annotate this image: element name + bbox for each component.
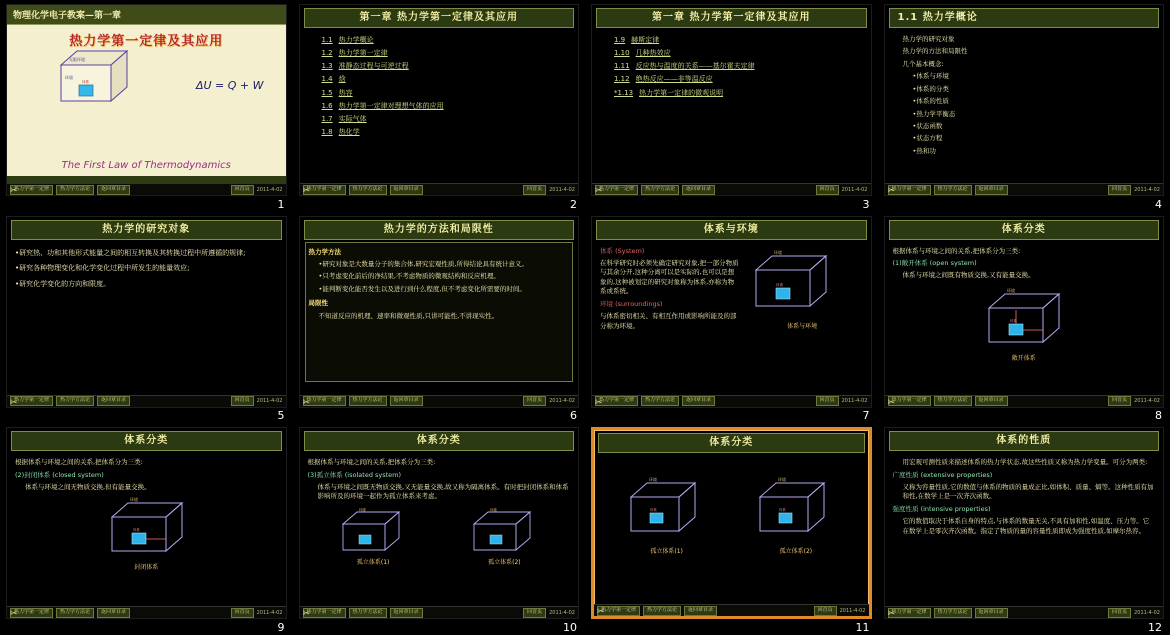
- toc-item-label: 实际气体: [338, 114, 367, 123]
- isolated-system-diagram-1: [333, 506, 413, 558]
- nav-button-method[interactable]: 热力学方法论: [56, 185, 94, 195]
- svg-text:环境: 环境: [359, 507, 366, 512]
- toc-item[interactable]: [322, 127, 571, 137]
- slide-body: [305, 453, 574, 591]
- slide-body: [890, 30, 1159, 168]
- figure-caption: 孤立体系(1): [356, 558, 390, 566]
- body-line: 体系与环境之间既有物质交换,又有能量交换。: [902, 271, 1035, 280]
- text-column: [600, 244, 742, 334]
- toc-item-label: 热容: [338, 88, 353, 97]
- body-line: 环境 (surroundings): [600, 299, 663, 308]
- body-line: 热力学的研究对象: [902, 35, 955, 43]
- figure-1: [619, 473, 715, 557]
- body-line: •体系与环境: [912, 72, 949, 81]
- slide-statusbar: [885, 395, 1164, 407]
- figure-column: [742, 244, 863, 334]
- svg-text:环境: 环境: [648, 477, 657, 483]
- tools-icon: ✂: [302, 186, 311, 196]
- body-line: 根据体系与环境之间的关系,把体系分为三类:: [15, 458, 143, 467]
- slide-title: 体系分类: [889, 220, 1160, 240]
- cover-header: 物理化学电子教案—第一章: [7, 5, 286, 25]
- slide-statusbar: [592, 395, 871, 407]
- tools-icon: ✂: [595, 397, 603, 408]
- slide-date: 2011-4-02: [1134, 398, 1160, 405]
- figure-wrapper: [893, 284, 1156, 364]
- nav-button-home[interactable]: 回首页: [231, 185, 254, 195]
- body-line: •热和功: [912, 146, 936, 155]
- toc-item[interactable]: [614, 88, 863, 98]
- body-line: •热力学平衡态: [912, 109, 956, 118]
- toc-item-label: 焓: [338, 75, 346, 84]
- body-line: 根据体系与环境之间的关系,把体系分为三类:: [307, 458, 436, 467]
- slide-statusbar: [300, 606, 579, 618]
- nav-button-law1[interactable]: 热力学第一定律: [303, 185, 346, 195]
- nav-button-home[interactable]: 回首页: [523, 185, 546, 195]
- toc-item-number: 1.4: [321, 75, 333, 84]
- nav-button-method[interactable]: 热力学方法论: [934, 608, 972, 618]
- slide-thumbnail-10[interactable]: [299, 427, 580, 619]
- nav-button-law1[interactable]: 热力学第一定律: [303, 608, 346, 618]
- toc-item-label: 赫斯定律: [631, 36, 660, 44]
- open-system-diagram: [969, 284, 1079, 354]
- slide-statusbar: [7, 183, 286, 195]
- figure-caption: 敞开体系: [1011, 354, 1036, 362]
- slide-cell-2[interactable]: [293, 0, 586, 212]
- nav-button-law1[interactable]: 热力学第一定律: [597, 606, 640, 616]
- toc-item[interactable]: [322, 61, 571, 71]
- toc-item[interactable]: [614, 74, 863, 84]
- body-line: 几个基本概念:: [902, 59, 944, 68]
- figure-caption: 孤立体系(2): [488, 558, 521, 566]
- body-line: 又称为容量性质,它的数值与体系的物质的量成正比,如体积、质量、熵等。这种性质有加和性,在数学上是一次齐次函数。: [902, 483, 1154, 501]
- toc-item[interactable]: [322, 88, 571, 98]
- body-line: •能判断变化能否发生以及进行到什么程度,但不考虑变化所需要的时间。: [318, 284, 526, 293]
- slide-cell-4[interactable]: [878, 0, 1170, 212]
- svg-text:体系: 体系: [82, 80, 89, 84]
- slide-body: [12, 453, 281, 591]
- nav-button-method[interactable]: 热力学方法论: [349, 396, 387, 406]
- slide-number: 10: [563, 620, 577, 634]
- slide-date: 2011-4-02: [549, 609, 575, 616]
- tools-icon: ✂: [302, 609, 311, 620]
- slide-thumbnail-1[interactable]: [6, 4, 287, 196]
- slide-number: 3: [862, 197, 870, 211]
- toc-item-label: 准静态过程与可逆过程: [338, 62, 409, 71]
- nav-button-method[interactable]: 热力学方法论: [349, 185, 387, 195]
- nav-button-back[interactable]: 返回章目录: [682, 396, 715, 406]
- cover-title: 热力学第一定律及其应用: [69, 34, 224, 49]
- body-line: 广度性质 (extensive properties): [892, 470, 993, 479]
- slide-thumbnail-8[interactable]: [884, 216, 1165, 408]
- slide-body: [890, 453, 1159, 591]
- body-line: 体系 (System): [600, 246, 645, 255]
- body-line: 热力学的方法和局限性: [902, 47, 968, 56]
- slide-cell-12[interactable]: [878, 423, 1170, 635]
- figure-2: [748, 473, 844, 557]
- toc-item-number: 1.2: [321, 49, 333, 58]
- nav-button-home[interactable]: 回首页: [1108, 396, 1131, 406]
- nav-button-back[interactable]: 返回章目录: [682, 185, 715, 195]
- nav-button-back[interactable]: 返回章目录: [975, 608, 1008, 618]
- slide-statusbar: [592, 183, 871, 195]
- nav-button-law1[interactable]: 热力学第一定律: [595, 396, 638, 406]
- slide-statusbar: [885, 183, 1164, 195]
- slide-cell-6[interactable]: [293, 212, 586, 424]
- slide-cell-10[interactable]: [293, 423, 586, 635]
- svg-text:环境: 环境: [490, 507, 498, 512]
- slide-cell-3[interactable]: [585, 0, 878, 212]
- slide-cell-5[interactable]: [0, 212, 293, 424]
- toc-item-number: 1.7: [321, 114, 333, 123]
- figure-1: [333, 506, 413, 568]
- svg-text:体系: 体系: [778, 508, 786, 513]
- slide-title: 1.1 热力学概论: [889, 8, 1160, 28]
- toc-item-label: 热力学概论: [338, 36, 374, 44]
- slide-title: 热力学的方法和局限性: [304, 220, 575, 240]
- tools-icon: ✂: [887, 186, 896, 196]
- toc-list: [597, 30, 866, 168]
- body-line: •状态函数: [912, 121, 943, 130]
- nav-button-method[interactable]: 热力学方法论: [349, 608, 387, 618]
- nav-button-method[interactable]: 热力学方法论: [56, 608, 94, 618]
- nav-button-law1[interactable]: 热力学第一定律: [888, 185, 931, 195]
- toc-item-label: 反应热与温度的关系——基尔霍夫定律: [635, 62, 755, 71]
- figure-wrapper: [308, 506, 571, 568]
- nav-button-home[interactable]: 回首页: [1108, 185, 1131, 195]
- slide-date: 2011-4-02: [1134, 186, 1160, 193]
- svg-text:环境: 环境: [773, 249, 782, 255]
- tools-icon: ✂: [10, 397, 18, 408]
- svg-text:体系: 体系: [133, 528, 141, 533]
- slide-title: 第一章 热力学第一定律及其应用: [596, 8, 867, 28]
- nav-button-law1[interactable]: 热力学第一定律: [10, 185, 53, 195]
- toc-item-number: *1.13: [614, 88, 634, 97]
- nav-button-back[interactable]: 返回章目录: [97, 185, 130, 195]
- slide-cell-11[interactable]: [585, 423, 878, 635]
- body-line: 它的数值取决于体系自身的特点,与体系的数量无关,不具有加和性,如温度、压力等。它在数学上是零次齐次函数。指定了物质的量的容量性质即成为强度性质,如摩尔热容。: [902, 517, 1150, 535]
- body-line: 强度性质 (intensive properties): [892, 504, 991, 513]
- tools-icon: ✂: [10, 609, 18, 620]
- body-line: •体系的分类: [912, 84, 949, 93]
- slide-date: 2011-4-02: [841, 186, 868, 193]
- slide-thumbnail-12[interactable]: [884, 427, 1165, 619]
- toc-item[interactable]: [322, 35, 571, 45]
- nav-button-law1[interactable]: 热力学第一定律: [888, 608, 931, 618]
- toc-item-number: 1.12: [614, 75, 630, 84]
- nav-button-back[interactable]: 返回章目录: [390, 608, 423, 618]
- slide-number: 12: [1148, 620, 1162, 634]
- tools-icon: ✂: [10, 186, 18, 196]
- nav-button-home[interactable]: 回首页: [523, 396, 546, 406]
- slide-cell-7[interactable]: [585, 212, 878, 424]
- isolated-system-diagram-2: [748, 473, 844, 547]
- toc-item-number: 1.6: [321, 101, 333, 110]
- body-line: 用宏观可测性质来描述体系的热力学状态,故这些性质又称为热力学变量。可分为两类:: [902, 458, 1148, 467]
- toc-item-number: 1.5: [321, 88, 333, 97]
- body-line: 与体系密切相关、有相互作用或影响所能及的部分称为环境。: [600, 312, 737, 330]
- slide-title: 体系分类: [11, 431, 282, 451]
- slide-body: [12, 242, 281, 380]
- toc-item-label: 绝热反应——非等温反应: [635, 75, 713, 84]
- slide-statusbar: [885, 606, 1164, 618]
- slide-date: 2011-4-02: [1134, 609, 1160, 616]
- slide-thumbnail-7[interactable]: [591, 216, 872, 408]
- figure-wrapper: [602, 473, 861, 557]
- slide-thumbnail-9[interactable]: [6, 427, 287, 619]
- slide-statusbar: [300, 395, 579, 407]
- slide-cell-8[interactable]: [878, 212, 1170, 424]
- body-line: 在科学研究时必须先确定研究对象,把一部分物质与其余分开,这种分离可以是实际的,也可以是想象的,这种被划定的研究对象称为体系,亦称为物系或系统。: [600, 259, 739, 296]
- cover-footer-bar: [7, 176, 286, 183]
- slide-thumbnail-5[interactable]: [6, 216, 287, 408]
- toc-item[interactable]: [614, 48, 863, 58]
- toc-item[interactable]: [322, 74, 571, 84]
- slide-title: 热力学的研究对象: [11, 220, 282, 240]
- nav-button-method[interactable]: 热力学方法论: [56, 396, 94, 406]
- figure-2: [464, 506, 544, 568]
- nav-button-method[interactable]: 热力学方法论: [934, 396, 972, 406]
- slide-number: 7: [862, 409, 870, 423]
- slide-date: 2011-4-02: [256, 398, 283, 405]
- slide-thumbnail-11-selected[interactable]: [591, 427, 872, 619]
- toc-item-number: 1.3: [321, 62, 333, 71]
- toc-item-number: 1.11: [614, 62, 630, 71]
- slide-number: 2: [570, 197, 577, 211]
- slide-body: [305, 242, 574, 382]
- slide-date: 2011-4-02: [839, 607, 866, 614]
- slide-title: 体系的性质: [889, 431, 1160, 451]
- nav-button-law1[interactable]: 热力学第一定律: [303, 396, 346, 406]
- nav-button-home[interactable]: 回首页: [231, 396, 254, 406]
- tools-icon: ✂: [887, 397, 896, 408]
- tools-icon: ✂: [595, 186, 603, 196]
- body-line: •研究对象是大数量分子的集合体,研究宏观性质,所得结论具有统计意义。: [318, 260, 528, 269]
- toc-item-label: 热力学第一定律对理想气体的应用: [338, 101, 444, 110]
- body-line: •只考虑变化前后的净结果,不考虑物质的微观结构和反应机理。: [318, 272, 500, 281]
- figure-caption: 封闭体系: [134, 564, 159, 572]
- slide-title: 体系分类: [598, 433, 865, 453]
- toc-item-number: 1.8: [321, 127, 333, 136]
- slide-body: [597, 242, 866, 380]
- figure-caption: 孤立体系(2): [779, 548, 813, 556]
- slide-date: 2011-4-02: [841, 398, 868, 405]
- block-heading: 局限性: [308, 299, 328, 308]
- cube-system-diagram: [53, 45, 139, 107]
- svg-text:无限环境: 无限环境: [69, 57, 85, 62]
- two-column-layout: [600, 244, 863, 334]
- nav-button-back[interactable]: 返回章目录: [390, 185, 423, 195]
- cover-slide: [7, 5, 286, 195]
- block-heading: 热力学方法: [308, 247, 341, 256]
- slide-date: 2011-4-02: [256, 609, 283, 616]
- body-line: 根据体系与环境之间的关系,把体系分为三类:: [892, 246, 1021, 255]
- slide-cell-1[interactable]: [0, 0, 293, 212]
- nav-button-back[interactable]: 返回章目录: [97, 608, 130, 618]
- nav-button-home[interactable]: 回首页: [1108, 608, 1131, 618]
- nav-button-method[interactable]: 热力学方法论: [643, 606, 681, 616]
- body-line: •研究各种物理变化和化学变化过程中所发生的能量效应;: [15, 264, 190, 273]
- isolated-system-diagram-1: [619, 473, 715, 547]
- body-line: (3)孤立体系 (isolated system): [307, 470, 402, 479]
- toc-item-number: 1.9: [614, 36, 626, 44]
- nav-button-home[interactable]: 回首页: [523, 608, 546, 618]
- toc-item-label: 热力学第一定律的微观说明: [639, 88, 724, 97]
- slide-statusbar: [594, 604, 869, 616]
- figure-caption: 孤立体系(1): [650, 548, 683, 556]
- toc-item[interactable]: [322, 48, 571, 58]
- nav-button-back[interactable]: 返回章目录: [975, 185, 1008, 195]
- slide-number: 9: [277, 620, 285, 634]
- nav-button-method[interactable]: 热力学方法论: [641, 185, 679, 195]
- nav-button-back[interactable]: 返回章目录: [975, 396, 1008, 406]
- tools-icon: ✂: [302, 397, 311, 408]
- slide-date: 2011-4-02: [549, 398, 575, 405]
- slide-number: 11: [855, 620, 870, 634]
- body-line: 不知道反应的机理、速率和微观性质,只讲可能性,不讲现实性。: [318, 311, 499, 320]
- slide-thumbnail-6[interactable]: [299, 216, 580, 408]
- slide-title: 第一章 热力学第一定律及其应用: [304, 8, 575, 28]
- svg-text:环境: 环境: [130, 497, 139, 503]
- slide-thumbnail-2[interactable]: [299, 4, 580, 196]
- toc-item-label: 热力学第一定律: [338, 49, 388, 58]
- slide-title: 体系与环境: [596, 220, 867, 240]
- body-line: •研究热、功和其他形式能量之间的相互转换及其转换过程中所遵循的规律;: [15, 248, 246, 257]
- svg-text:环境: 环境: [1006, 287, 1015, 293]
- toc-item-number: 1.10: [614, 49, 630, 58]
- tools-icon: ✂: [887, 609, 896, 620]
- slide-title: 体系分类: [304, 431, 575, 451]
- nav-button-method[interactable]: 热力学方法论: [934, 185, 972, 195]
- slide-cell-9[interactable]: [0, 423, 293, 635]
- tools-icon: ✂: [597, 607, 605, 618]
- slide-body: [599, 455, 864, 593]
- svg-text:体系: 体系: [775, 282, 783, 287]
- body-line: 体系与环境之间既无物质交换,又无能量交换,故又称为隔离体系。有时把封闭体系和体系影响所及的环境一起作为孤立体系来考虑。: [317, 483, 569, 501]
- svg-text:环境: 环境: [65, 75, 73, 80]
- slide-number: 8: [1155, 409, 1162, 423]
- nav-button-home[interactable]: 回首页: [814, 606, 837, 616]
- body-line: 体系与环境之间无物质交换,但有能量交换。: [25, 483, 151, 492]
- nav-button-back[interactable]: 返回章目录: [97, 396, 130, 406]
- body-line: (1)敞开体系 (open system): [892, 259, 977, 268]
- nav-button-law1[interactable]: 热力学第一定律: [10, 608, 53, 618]
- body-line: •状态方程: [912, 134, 943, 143]
- slide-number: 6: [570, 409, 577, 423]
- slide-thumbnail-3[interactable]: [591, 4, 872, 196]
- nav-button-method[interactable]: 热力学方法论: [641, 396, 679, 406]
- body-line: •体系的性质: [912, 97, 949, 106]
- svg-text:体系: 体系: [649, 508, 657, 513]
- slide-body: [890, 242, 1159, 380]
- toc-item[interactable]: [614, 61, 863, 71]
- nav-button-home[interactable]: 回首页: [231, 608, 254, 618]
- slide-date: 2011-4-02: [256, 186, 283, 193]
- nav-button-law1[interactable]: 热力学第一定律: [595, 185, 638, 195]
- energy-equation: ΔU = Q + W: [195, 79, 264, 92]
- figure-caption: 体系与环境: [787, 322, 818, 330]
- isolated-system-diagram-2: [464, 506, 544, 558]
- svg-text:体系: 体系: [1009, 318, 1017, 323]
- svg-text:环境: 环境: [777, 477, 786, 483]
- nav-button-back[interactable]: 返回章目录: [684, 606, 717, 616]
- toc-list: [305, 30, 574, 168]
- slide-number: 1: [277, 197, 285, 211]
- slide-date: 2011-4-02: [549, 186, 575, 193]
- slide-number: 5: [277, 409, 285, 423]
- body-line: •研究化学变化的方向和限度。: [15, 279, 111, 288]
- slide-statusbar: [7, 606, 286, 618]
- toc-item[interactable]: [322, 114, 571, 124]
- nav-button-law1[interactable]: 热力学第一定律: [10, 396, 53, 406]
- toc-item-label: 热化学: [338, 127, 360, 136]
- body-line: (2)封闭体系 (closed system): [15, 470, 104, 479]
- toc-item[interactable]: [614, 35, 863, 45]
- nav-button-back[interactable]: 返回章目录: [390, 396, 423, 406]
- nav-button-home[interactable]: 回首页: [816, 396, 839, 406]
- nav-button-home[interactable]: 回首页: [816, 185, 839, 195]
- cover-subtitle: The First Law of Thermodynamics: [61, 160, 231, 171]
- cube-system-diagram: [742, 244, 842, 322]
- toc-item[interactable]: [322, 101, 571, 111]
- slide-thumbnail-4[interactable]: [884, 4, 1165, 196]
- toc-item-number: 1.1: [321, 36, 333, 44]
- closed-system-diagram: [90, 495, 202, 563]
- slide-statusbar: [300, 183, 579, 195]
- figure-wrapper: [15, 495, 278, 573]
- slide-statusbar: [7, 395, 286, 407]
- slide-number: 4: [1155, 197, 1162, 211]
- nav-button-law1[interactable]: 热力学第一定律: [888, 396, 931, 406]
- toc-item-label: 几种热效应: [635, 49, 671, 58]
